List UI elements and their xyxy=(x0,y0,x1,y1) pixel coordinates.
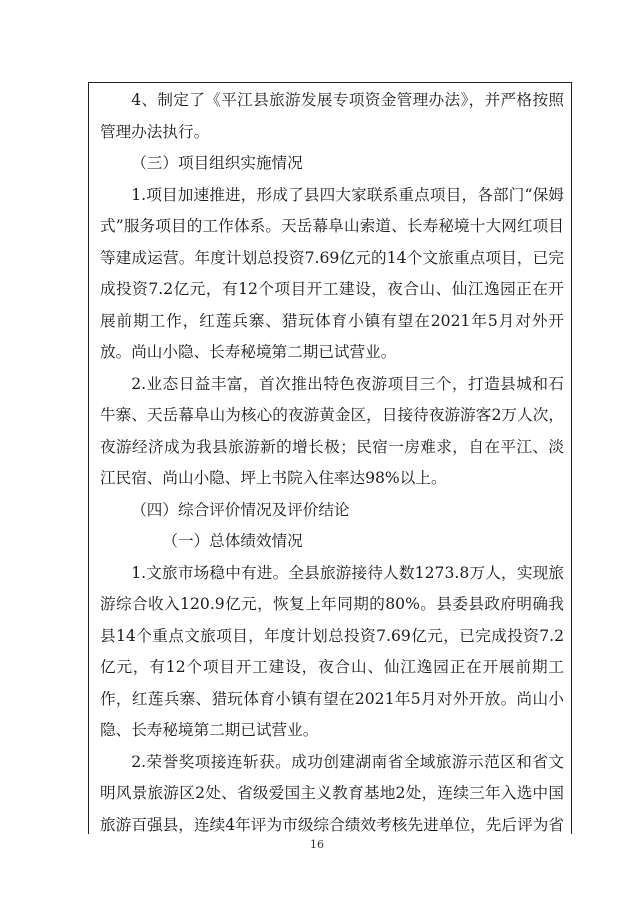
project-paragraph-2: 2.业态日益丰富，首次推出特色夜游项目三个，打造县城和石牛寨、天岳幕阜山为核心的夜游黄金区，日接待夜游游客2万人次，夜游经济成为我县旅游新的增长极；民宿一房难求，自在平江、淡江民宿、尚山小隐、坪上书院入住率达98%以上。 xyxy=(100,374,564,487)
performance-paragraph-2: 2.荣誉奖项接连斩获。成功创建湖南省全域旅游示范区和省文明风景旅游区2处、省级爱国主义教育基地2处，连续三年入选中国旅游百强县，连续4年评为市级综合绩效考核先进单位，先后评为省 xyxy=(100,752,564,834)
page-number: 16 xyxy=(310,838,324,851)
subsection-heading-1: （一）总体绩效情况 xyxy=(162,532,303,550)
content-frame xyxy=(88,82,572,834)
list-item-4: 4、制定了《平江县旅游发展专项资金管理办法》，并严格按照管理办法执行。 xyxy=(100,91,564,141)
section-heading-4: （四）综合评价情况及评价结论 xyxy=(131,500,350,519)
document-body xyxy=(100,85,564,834)
project-paragraph-1: 1.项目加速推进，形成了县四大家联系重点项目，各部门“保姆式”服务项目的工作体系。天岳幕阜山索道、长寿秘境十大网红项目等建成运营。年度计划总投资7.69亿元的14个文旅重点项目，已完成投资7.2亿元，有12个项目开工建设，夜合山、仙江逸园正在开展前期工作，红莲兵寨、猎玩体育小镇有望在2021年5月对外开放。尚山小隐、长寿秘境第二期已试营业。 xyxy=(100,185,564,361)
performance-paragraph-1: 1.文旅市场稳中有进。全县旅游接待人数1273.8万人，实现旅游综合收入120.9亿元，恢复上年同期的80%。县委县政府明确我县14个重点文旅项目，年度计划总投资7.69亿元，已完成投资7.2亿元，有12个项目开工建设，夜合山、仙江逸园正在开展前期工作，红莲兵寨、猎玩体育小镇有望在2021年5月对外开放。尚山小隐、长寿秘境第二期已试营业。 xyxy=(100,563,564,739)
section-heading-3: （三）项目组织实施情况 xyxy=(131,154,303,172)
